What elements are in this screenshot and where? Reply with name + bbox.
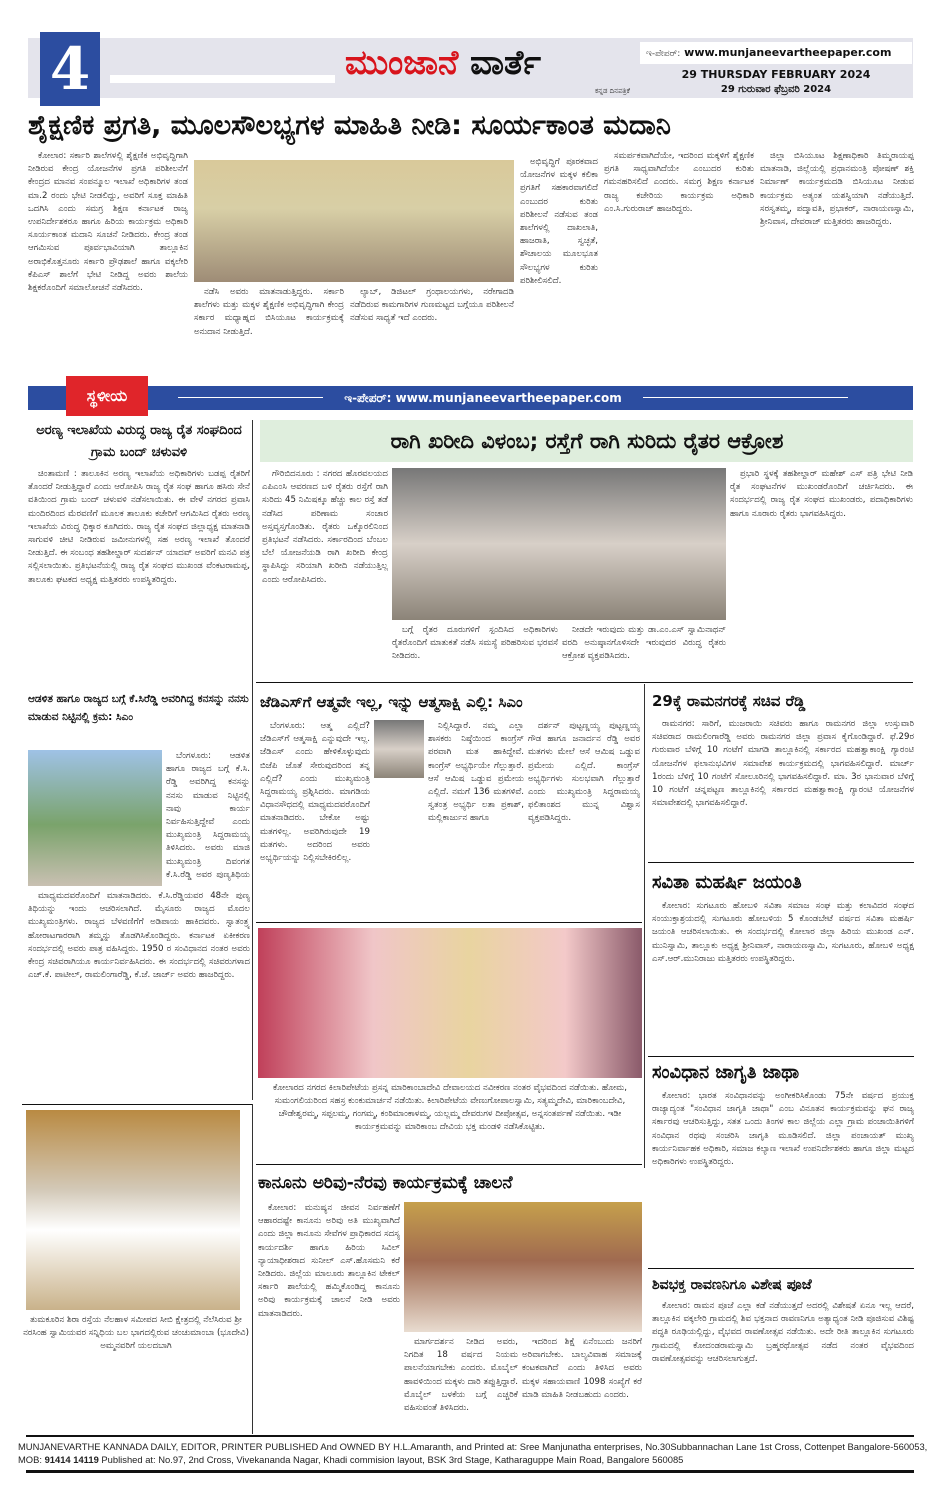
logo-tagline: ಕನ್ನಡ ದಿನಪತ್ರಿಕೆ [594, 87, 630, 95]
column-divider-lower [252, 1104, 253, 1434]
kcreddy-side-text: ಬೆಂಗಳೂರು: ಆಡಳಿತ ಹಾಗೂ ರಾಜ್ಯದ ಬಗ್ಗೆ ಕೆ.ಸಿ. ರೆಡ್ಡಿ ಅವರಿಗಿದ್ದ ಕನಸನ್ನು ನನಸು ಮಾಡುವ ನಿಟ್ಟಿನಲ್ಲಿ ನಾವು ಕಾರ್ಯ ನಿರ್ವಹಿಸುತ್ತಿದ್ದೇವೆ ಎಂದು ಮುಖ್ಯಮಂತ್ರಿ ಸಿದ್ದರಾಮಯ್ಯ ತಿಳಿಸಿದರು. ಅವರು ಮಾಜಿ ಮುಖ್ಯಮಂತ್ರಿ ದಿವಂಗತ ಕೆ.ಸಿ.ರೆಡ್ಡಿ ಅವರ ಪುಣ್ಯತಿಥಿಯ [166, 751, 250, 880]
shrine-caption: ತುಮಕೂರಿನ ಶಿರಾ ರಸ್ತೆಯ ನೆಲಹಾಳ ಸಮೀಪದ ಸೀಬಿ ಕ್ಷೇತ್ರದಲ್ಲಿ ನೆಲೆಸಿರುವ ಶ್ರೀ ನರಸಿಂಹ ಸ್ವಾಮಿಯವರ ಸನ್ನಿಧಿಯ ಬಲ ಭಾಗದಲ್ಲಿರುವ ಚಂಚುಮಾಂಬಾ (ಭೂದೇವಿ) ಅಮ್ಮನವರಿಗೆ ಯಲದಬಾಗಿ [23, 1315, 249, 1351]
shrine-photo [26, 1110, 240, 1310]
forest-body-text: ಚಿಂತಾಮಣಿ : ತಾಲೂಕಿನ ಅರಣ್ಯ ಇಲಾಖೆಯ ಅಧಿಕಾರಿಗಳು ಬಡಪ್ಪ ರೈತರಿಗೆ ತೊಂದರೆ ನೀಡುತ್ತಿದ್ದಾರೆ ಎಂದು ಆರೋಪಿಸಿ ರಾಜ್ಯ ರೈತ ಸಂಘ ಹಾಗೂ ಹಸಿರು ಸೇನೆ ವತಿಯಿಂದ ಗ್ರಾಮ ಬಂದ್ ಚಳುವಳಿ ನಡೆಸಲಾಯಿತು. ಈ ವೇಳೆ ನಗರದ ಪ್ರವಾಸಿ ಮಂದಿರದಿಂದ ಮೆರವಣಿಗೆ ಮೂಲಕ ತಾಲೂಕು ಕಚೇರಿಗೆ ಆಗಮಿಸಿದ ರೈತರು ಅರಣ್ಯ ಇಲಾಖೆಯ ವಿರುದ್ಧ ಧಿಕ್ಕಾರ ಕೂಗಿದರು. ರಾಜ್ಯ ರೈತ ಸಂಘದ ಜಿಲ್ಲಾಧ್ಯಕ್ಷ ಮಾತನಾಡಿ ಸಾಗುವಳಿ ಚೀಟಿ ನೀಡಿರುವ ಜಮೀನುಗಳಲ್ಲಿ ಸಹ ಅರಣ್ಯ ಇಲಾಖೆ ತೊಂದರೆ ನೀಡುತ್ತಿದೆ. ಈ ಸಂಬಂಧ ತಹಶೀಲ್ದಾರ್ ಸುದರ್ಶನ್ ಯಾದವ್ ಅವರಿಗೆ ಮನವಿ ಪತ್ರ ಸಲ್ಲಿಸಲಾಯಿತು. ಪ್ರತಿಭಟನೆಯಲ್ಲಿ ರಾಜ್ಯ ರೈತ ಸಂಘದ ಮುಖಂಡ ವೆಂಕಟರಾಮಪ್ಪ, ತಾಲೂಕು ಘಟಕದ ಅಧ್ಯಕ್ಷ ಮತ್ತಿತರರು ಉಪಸ್ಥಿತರಿದ್ದರು. [28, 469, 250, 585]
epaper-link[interactable] [640, 42, 912, 64]
column-divider-right [644, 684, 645, 1168]
epaper-label: ಇ-ಪೇಪರ್: [646, 49, 681, 59]
samvidhana-body [652, 1090, 914, 1262]
band-line-left [178, 397, 323, 398]
savitha-headline[interactable]: ಸವಿತಾ ಮಹರ್ಷಿ ಜಯಂತಿ [652, 872, 802, 893]
temple-caption: ಕೋಲಾರದ ನಗರದ ಕಿಲಾರಿಪೇಟೆಯ ಪ್ರಸನ್ನ ಮಾರಿಕಾಂಬಾದೇವಿ ದೇವಾಲಯದ ನವೀಕರಣ ನಂತರ ವೈಭವದಿಂದ ನಡೆಯಿತು. ಹೋಮ, ಸುಮಂಗಲಿಯರಿಂದ ಸಹಸ್ರ ಕುಂಕುಮಾರ್ಚನೆ ನಡೆಯಿತು. ಕಿಲಾರಿಪೇಟೆಯ ವೇಣುಗೋಪಾಲಸ್ವಾಮಿ, ಸತ್ಯಮ್ಮದೇವಿ, ಮಾರಿಕಾಂಬದೇವಿ, ಚೌಡೇಶ್ವರಮ್ಮ, ಸಪ್ಪಲಮ್ಮ, ಗಂಗಮ್ಮ, ಕಂಠಿಮಾಂಕಾಳಮ್ಮ, ಯಲ್ಲಮ್ಮ ದೇವರುಗಳ ದೀಪೋತ್ಸವ, ಅನ್ನಸಂತರ್ಪಣೆ ನಡೆಯಿತು. ಇಡೀ ಕಾರ್ಯಕ್ರಮವನ್ನು ಮಾರಿಕಾಂಬ ದೇವಿಯ ಭಕ್ತ ಮಂಡಳಿ ನಡೆಸಿಕೊಟ್ಟಿತು. [272, 1083, 628, 1132]
epaper-url[interactable]: www.munjaneevartheepaper.com [684, 46, 892, 59]
footer-line-1: MUNJANEVARTHE KANNADA DAILY, EDITOR, PRINTER PUBLISHED And OWNED BY H.L.Amaranth, and Printed at: Sree Manjunatha enterprises, No.30Subbannachan Lane 1st Cross, Cottenpet Bangalore-560053, [18, 1441, 928, 1452]
ragi-col-3-text: ನೀಡದೇ ಇರುವುದು ಮತ್ತು ಡಾ.ಎಂ.ಎಸ್ ಸ್ವಾಮಿನಾಥನ್ ವರದಿ ಅನುಷ್ಠಾನಗೊಳಿಸದೇ ಇರುವುದರ ವಿರುದ್ಧ ರೈತರು ಆಕ್ರೋಶ ವ್ಯಕ್ತಪಡಿಸಿದರು. [562, 625, 726, 662]
footer-top-rule [26, 1435, 914, 1437]
law-headline[interactable]: ಕಾನೂನು ಅರಿವು-ನೆರವು ಕಾರ್ಯಕ್ರಮಕ್ಕೆ ಚಾಲನೆ [258, 1173, 513, 1193]
ragi-headline[interactable]: ರಾಗಿ ಖರೀದಿ ವಿಳಂಬ; ರಸ್ತೆಗೆ ರಾಗಿ ಸುರಿದು ರೈತರ ಆಕ್ರೋಶ [390, 429, 784, 453]
minister-headline[interactable]: 29ಕ್ಕೆ ರಾಮನಗರಕ್ಕೆ ಸಚಿವ ರೆಡ್ಡಿ [652, 692, 806, 710]
ragi-col-4-text: ಪ್ರಭಾರಿ ಸ್ಥಳಕ್ಕೆ ತಹಶೀಲ್ದಾರ್ ಮಹೇಶ್ ಎಸ್ ಪತ್ರಿ ಭೇಟಿ ನೀಡಿ ರೈತ ಸಂಘಟನೆಗಳ ಮುಖಂಡರೊಂದಿಗೆ ಚರ್ಚಿಸಿದರು. ಈ ಸಂದರ್ಭದಲ್ಲಿ ರಾಜ್ಯ ರೈತ ಸಂಘದ ಮುಖಂಡರು, ಪದಾಧಿಕಾರಿಗಳು ಹಾಗೂ ನೂರಾರು ರೈತರು ಭಾಗವಹಿಸಿದ್ದರು. [730, 469, 913, 519]
lead-col-2-text: ನಡೆಸಿ ಅವರು ಮಾತನಾಡುತ್ತಿದ್ದರು. ಸರ್ಕಾರಿ ಶಾಲೆಗಳು ಮತ್ತು ಮಕ್ಕಳ ಶೈಕ್ಷಣಿಕ ಅಭಿವೃದ್ಧಿಗಾಗಿ ಕೇಂದ್ರ ಸರ್ಕಾರ ಮಧ್ಯಾಹ್ನದ ಬಿಸಿಯೂಟ ಕಾರ್ಯಕ್ರಮಕ್ಕೆ ಅನುದಾನ ನೀಡುತ್ತಿದೆ. [194, 287, 344, 337]
section-divider [256, 682, 913, 683]
temple-photo [258, 928, 642, 1078]
law-divider [256, 1164, 642, 1165]
kcreddy-side [166, 750, 250, 882]
savitha-divider [648, 1056, 914, 1057]
forest-body [28, 468, 250, 678]
lead-col-5 [604, 150, 754, 378]
lead-col-4 [520, 156, 598, 378]
kcreddy-photo-statue [28, 750, 162, 886]
date-english: 29 THURSDAY FEBRUARY 2024 [681, 68, 871, 81]
date-kannada: 29 ಗುರುವಾರ ಫೆಬ್ರವರಿ 2024 [720, 84, 832, 95]
minister-body-text: ರಾಮನಗರ: ಸಾರಿಗೆ, ಮುಜರಾಯಿ ಸಚಿವರು ಹಾಗೂ ರಾಮನಗರ ಜಿಲ್ಲಾ ಉಸ್ತುವಾರಿ ಸಚಿವರಾದ ರಾಮಲಿಂಗಾರೆಡ್ಡಿ ಅವರು ರಾಮನಗರ ಜಿಲ್ಲಾ ಪ್ರವಾಸ ಕೈಗೊಂಡಿದ್ದಾರೆ. ಫೆ.29ರ ಗುರುವಾರ ಬೆಳಿಗ್ಗೆ 10 ಗಂಟೆಗೆ ಮಾಗಡಿ ತಾಲ್ಲೂಕಿನಲ್ಲಿ ಸರ್ಕಾರದ ಮಹತ್ವಾಕಾಂಕ್ಷಿ ಗ್ಯಾರಂಟಿ ಯೋಜನೆಗಳ ಫಲಾನುಭವಿಗಳ ಸಮಾವೇಶ ಕಾರ್ಯಕ್ರಮದಲ್ಲಿ ಭಾಗವಹಿಸಲಿದ್ದಾರೆ. ಮಾರ್ಚ್ 1ರಂದು ಬೆಳಿಗ್ಗೆ 10 ಗಂಟೆಗೆ ಸೋಲೂರಿನಲ್ಲಿ ಭಾಗವಹಿಸಲಿದ್ದಾರೆ. ಮಾ. 3ರ ಭಾನುವಾರ ಬೆಳಿಗ್ಗೆ 10 ಗಂಟೆಗೆ ಚನ್ನಪಟ್ಟಣ ತಾಲ್ಲೂಕಿನಲ್ಲಿ ಸರ್ಕಾರದ ಮಹತ್ವಾಕಾಂಕ್ಷಿ ಗ್ಯಾರಂಟಿ ಯೋಜನೆಗಳ ಸಮಾವೇಶದಲ್ಲಿ ಭಾಗವಹಿಸಲಿದ್ದಾರೆ. [652, 719, 914, 809]
footer-address: Published at: No.97, 2nd Cross, Vivekananda Nagar, Khadi commision layout, BSK 3rd Stage, Katharaguppe Main Road, Bangalore 560085 [101, 1454, 684, 1465]
law-col-3-text: ಇದರಿಂದ ಶಿಕ್ಷೆ ಏನೆಂಬುದು ಜನರಿಗೆ ಅರಿವಾಗಬೇಕು. ಬಾಲ್ಯವಿವಾಹ ಸಮಾಜಕ್ಕೆ ಕಂಟಕವಾಗಿದೆ ಎಂದು ತಿಳಿಸಿದ ಅವರು ಮಕ್ಕಳ ಸಹಾಯವಾಣಿ 1098 ಸಂಖ್ಯೆಗೆ ಕರೆ ಮಾಡಿ ಮಾಹಿತಿ ನೀಡಬಹುದು ಎಂದರು. [522, 1337, 642, 1400]
lead-col-1-text: ಕೋಲಾರ: ಸರ್ಕಾರಿ ಶಾಲೆಗಳಲ್ಲಿ ಶೈಕ್ಷಣಿಕ ಅಭಿವೃದ್ಧಿಗಾಗಿ ನೀಡಿರುವ ಕೇಂದ್ರ ಯೋಜನೆಗಳ ಪ್ರಗತಿ ಪರಿಶೀಲನೆಗೆ ಕೇಂದ್ರದ ಮಾನವ ಸಂಪನ್ಮೂಲ ಇಲಾಖೆ ಅಧಿಕಾರಿಗಳ ತಂಡ ಮಾ.2 ರಂದು ಭೇಟಿ ನೀಡಲಿದ್ದು, ಅವರಿಗೆ ಸೂಕ್ತ ಮಾಹಿತಿ ಒದಗಿಸಿ ಎಂದು ಸಮಗ್ರ ಶಿಕ್ಷಣ ಕರ್ನಾಟಕ ರಾಜ್ಯ ಉಪನಿರ್ದೇಶಕರೂ ಹಾಗೂ ಹಿರಿಯ ಕಾರ್ಯಕ್ರಮ ಅಧಿಕಾರಿ ಸೂರ್ಯಕಾಂತ ಮದಾನಿ ಸೂಚನೆ ನೀಡಿದರು. ಕೇಂದ್ರ ತಂಡ ಆಗಮಿಸುವ ಪೂರ್ವಭಾವಿಯಾಗಿ ತಾಲ್ಲೂಕಿನ ಅರಾಭಿಕೊತ್ತನೂರು ಸರ್ಕಾರಿ ಪ್ರೌಢಶಾಲೆ ಹಾಗೂ ವಕ್ಕಲೇರಿ ಕೆಪಿಎಸ್ ಶಾಲೆಗೆ ಭೇಟಿ ನೀಡಿದ್ದ ಅವರು ಶಾಲೆಯ ಶಿಕ್ಷಕರೊಂದಿಗೆ ಸಮಾಲೋಚನೆ ನಡೆಸಿದರು. [28, 151, 188, 294]
newspaper-logo[interactable] [345, 40, 630, 86]
law-col-2-text: ಮಾರ್ಗದರ್ಶನ ನೀಡಿದ ಅವರು, ನಿಗದಿತ 18 ವರ್ಷದ ನಿಯಮ ಪಾಲನೆಯಾಗಬೇಕು ಎಂದರು. ಮೊಬೈಲ್ ಹಾವಳಿಯಿಂದ ಮಕ್ಕಳು ದಾರಿ ತಪ್ಪುತ್ತಿದ್ದಾರೆ. ಮೊಬೈಲ್ ಬಳಕೆಯ ಬಗ್ಗೆ ಎಚ್ಚರಿಕೆ ವಹಿಸುವಂತೆ ತಿಳಿಸಿದರು. [404, 1337, 518, 1414]
section-tag-local[interactable]: ಸ್ಥಳೀಯ [66, 376, 148, 416]
lead-col-6-text: ಜಿಲ್ಲಾ ಬಿಸಿಯೂಟ ಶಿಕ್ಷಣಾಧಿಕಾರಿ ತಿಮ್ಮರಾಯಪ್ಪ ಮಾತನಾಡಿ, ಜಿಲ್ಲೆಯಲ್ಲಿ ಪ್ರಧಾನಮಂತ್ರಿ ಪೋಷಣ್ ಶಕ್ತಿ ನಿರ್ಮಾಣ್ ಕಾರ್ಯಕ್ರಮದಡಿ ಬಿಸಿಯೂಟ ನೀಡುವ ಕಾರ್ಯಕ್ರಮ ಅತ್ಯಂತ ಯಶಸ್ವಿಯಾಗಿ ನಡೆಯುತ್ತಿದೆ. ಸರಸ್ವತಮ್ಮ, ಪದ್ಮಾವತಿ, ಪ್ರಭಾಕರ್, ನಾರಾಯಣಸ್ವಾಮಿ, ಶ್ರೀನಿವಾಸ, ದೇವರಾಜ್ ಮತ್ತಿತರರು ಹಾಜರಿದ್ದರು. [760, 151, 914, 228]
band-epaper-link[interactable] [328, 386, 638, 410]
footer-line-2 [18, 1453, 928, 1466]
lead-col-6 [760, 150, 914, 378]
ravana-body-text: ಕೋಲಾರ: ರಾಮನ ಪೂಜೆ ಎಲ್ಲಾ ಕಡೆ ನಡೆಯುತ್ತದೆ ಅದರಲ್ಲಿ ವಿಶೇಷತೆ ಏನೂ ಇಲ್ಲ ಆದರೆ, ತಾಲ್ಲೂಕಿನ ವಕ್ಕಲೇರಿ ಗ್ರಾಮದಲ್ಲಿ ಶಿವ ಭಕ್ತನಾದ ರಾವಣನಿಗೂ ಅತ್ಯಾಧ್ಯಂತ ನೀಡಿ ಪೂಜಿಸುವ ವಿಶಿಷ್ಟ ಪದ್ಧತಿ ರೂಢಿಯಲ್ಲಿದ್ದು, ವೈಭವದ ರಾವಣೋತ್ಸವ ನಡೆಯಿತು. ಅದೇ ರೀತಿ ತಾಲ್ಲೂಕಿನ ಸುಗಟೂರು ಗ್ರಾಮದಲ್ಲಿ ಕೋದಂಡರಾಮಸ್ವಾಮಿ ಬ್ರಹ್ಮರಥೋತ್ಸವ ನಡೆದ ನಂತರ ವೈಭವದಿಂದ ರಾವಣೋತ್ಸವವನ್ನು ಆಚರಿಸಲಾಗುತ್ತದೆ. [652, 1301, 914, 1364]
lead-col-2 [194, 286, 344, 378]
lead-col-1 [28, 150, 188, 378]
band-epaper-url[interactable]: www.munjaneevartheepaper.com [395, 391, 622, 405]
ravana-body [652, 1300, 914, 1432]
law-col-2 [404, 1336, 518, 1432]
lead-photo-officials [194, 160, 514, 282]
savitha-body [652, 900, 914, 1050]
page-number: 4 [40, 32, 100, 106]
law-photo-event [404, 1202, 642, 1332]
kcreddy-body-text: ಮಾಧ್ಯಮದವರೊಂದಿಗೆ ಮಾತನಾಡಿದರು. ಕೆ.ಸಿ.ರೆಡ್ಡಿಯವರ 48ನೇ ಪುಣ್ಯ ತಿಥಿಯನ್ನು ಇಂದು ಆಚರಿಸಲಾಗಿದೆ. ಮೈಸೂರು ರಾಜ್ಯದ ಮೊದಲ ಮುಖ್ಯಮಂತ್ರಿಗಳು. ರಾಜ್ಯದ ಬೆಳವಣಿಗೆಗೆ ಅಡಿಪಾಯ ಹಾಕಿದವರು. ಸ್ವಾತಂತ್ರ್ಯ ಹೋರಾಟಗಾರರಾಗಿ ತಮ್ಮನ್ನು ತೊಡಗಿಸಿಕೊಂಡಿದ್ದರು. ಕರ್ನಾಟಕ ಏಕೀಕರಣ ಸಂದರ್ಭದಲ್ಲಿ ಅವರು ಪಾತ್ರ ವಹಿಸಿದ್ದರು. 1950 ರ ಸಂವಿಧಾನದ ನಂತರ ಅವರು ಕೇಂದ್ರ ಸಚಿವರಾಗಿಯೂ ಕಾರ್ಯನಿರ್ವಹಿಸಿದರು. ಈ ಸಂದರ್ಭದಲ್ಲಿ ಸಚಿವರುಗಳಾದ ಎಚ್.ಕೆ. ಪಾಟೀಲ್, ರಾಮಲಿಂಗಾರೆಡ್ಡಿ, ಕೆ.ಜೆ. ಜಾರ್ಜ್ ಅವರು ಹಾಜರಿದ್ದರು. [28, 891, 250, 981]
footer-mob-number: 91414 14119 [44, 1454, 99, 1465]
shrine-divider [22, 1104, 252, 1105]
minister-divider [648, 862, 914, 863]
lead-col-3-text: ಲ್ಯಾಬ್, ಡಿಜಿಟಲ್ ಗ್ರಂಥಾಲಯಗಳು, ನರೇಗಾದಡಿ ನಡೆದಿರುವ ಕಾಮಗಾರಿಗಳ ಗುಣಮಟ್ಟದ ಬಗ್ಗೆಯೂ ಪರಿಶೀಲನೆ ನಡೆಸುವ ಸಾಧ್ಯತೆ ಇದೆ ಎಂದರು. [350, 287, 514, 324]
logo-part1: ಮುಂಜಾನೆ [345, 43, 459, 83]
jds-divider [256, 922, 642, 923]
footer-bottom-rule [26, 1470, 914, 1473]
savitha-body-text: ಕೋಲಾರ: ಸುಗಟೂರು ಹೋಬಳಿ ಸವಿತಾ ಸಮಾಜ ಸಂಘ ಮತ್ತು ಕಲಾವಿದರ ಸಂಘದ ಸಂಯುಕ್ತಾಶ್ರಯದಲ್ಲಿ ಸುಗಟೂರು ಹೋಬಳಿಯ 5 ಕೊಂಡಬೇಟೆ ವರ್ಷದ ಸವಿತಾ ಮಹರ್ಷಿ ಜಯಂತಿ ಆಚರಿಸಲಾಯಿತು. ಈ ಸಂದರ್ಭದಲ್ಲಿ ಕೋಲಾರ ಜಿಲ್ಲಾ ಹಿರಿಯ ಮುಖಂಡ ಎನ್. ಮುನಿಸ್ವಾಮಿ, ತಾಲ್ಲೂಕು ಅಧ್ಯಕ್ಷ ಶ್ರೀನಿವಾಸ್, ನಾರಾಯಣಸ್ವಾಮಿ, ಸುಗಟೂರು, ಹೋಬಳಿ ಅಧ್ಯಕ್ಷ ಎಸ್.ಆರ್.ಮುನಿರಾಜು ಮತ್ತಿತರರು ಉಪಸ್ಥಿತರಿದ್ದರು. [652, 901, 914, 964]
jds-photo-cm [374, 720, 424, 778]
ragi-col-1 [262, 468, 388, 676]
lead-headline[interactable]: ಶೈಕ್ಷಣಿಕ ಪ್ರಗತಿ, ಮೂಲಸೌಲಭ್ಯಗಳ ಮಾಹಿತಿ ನೀಡಿ: ಸೂರ್ಯಕಾಂತ ಮದಾನಿ [28, 110, 671, 141]
ragi-photo-protest [392, 468, 726, 620]
forest-headline[interactable]: ಅರಣ್ಯ ಇಲಾಖೆಯ ವಿರುದ್ಧ ರಾಜ್ಯ ರೈತ ಸಂಘದಿಂದ ಗ್ರಾಮ ಬಂದ್ ಚಳುವಳಿ [36, 423, 242, 460]
masthead-divider [110, 75, 335, 83]
ragi-col-2 [392, 624, 558, 676]
jds-col-2 [428, 720, 524, 918]
lead-col-3 [350, 286, 514, 378]
law-col-1-text: ಕೋಲಾರ: ಮನುಷ್ಯನ ಜೀವನ ನಿರ್ವಹಣೆಗೆ ಆಹಾರದಷ್ಟೇ ಕಾನೂನು ಅರಿವು ಅತಿ ಮುಖ್ಯವಾಗಿದೆ ಎಂದು ಜಿಲ್ಲಾ ಕಾನೂನು ಸೇವೆಗಳ ಪ್ರಾಧಿಕಾರದ ಸದಸ್ಯ ಕಾರ್ಯದರ್ಶಿ ಹಾಗೂ ಹಿರಿಯ ಸಿವಿಲ್ ನ್ಯಾಯಾಧೀಶರಾದ ಸುನೀಲ್ ಎಸ್.ಹೊಸಮನಿ ಕರೆ ನೀಡಿದರು. ಜಿಲ್ಲೆಯ ಮಾಲೂರು ತಾಲ್ಲೂಕಿನ ಟೇಕಲ್ ಸರ್ಕಾರಿ ಶಾಲೆಯಲ್ಲಿ ಹಮ್ಮಿಕೊಂಡಿದ್ದ ಕಾನೂನು ಅರಿವು ಕಾರ್ಯಕ್ರಮಕ್ಕೆ ಚಾಲನೆ ನೀಡಿ ಅವರು ಮಾತನಾಡಿದರು. [258, 1203, 400, 1319]
samvidhana-body-text: ಕೋಲಾರ: ಭಾರತ ಸಂವಿಧಾನವನ್ನು ಅಂಗೀಕರಿಸಿಕೊಂಡು 75ನೇ ವರ್ಷದ ಪ್ರಯುಕ್ತ ರಾಜ್ಯಾದ್ಯಂತ "ಸಂವಿಧಾನ ಜಾಗೃತಿ ಜಾಥಾ" ಎಂಬ ವಿನೂತನ ಕಾರ್ಯಕ್ರಮವನ್ನು ಘನ ರಾಜ್ಯ ಸರ್ಕಾರವು ಆಚರಿಸುತ್ತಿದ್ದು, ಸತತ ಒಂದು ತಿಂಗಳ ಕಾಲ ಜಿಲ್ಲೆಯ ಎಲ್ಲಾ ಗ್ರಾಮ ಪಂಚಾಯಿತಿಗಳಿಗೆ ಸಂವಿಧಾನ ರಥವು ಸಂಚರಿಸಿ ಜಾಗೃತಿ ಮೂಡಿಸಲಿದೆ. ಜಿಲ್ಲಾ ಪಂಚಾಯತ್ ಮುಖ್ಯ ಕಾರ್ಯನಿರ್ವಾಹಕ ಅಧಿಕಾರಿ, ಸಮಾಜ ಕಲ್ಯಾಣ ಇಲಾಖೆ ಉಪನಿರ್ದೇಶಕರು ಹಾಗೂ ಜಿಲ್ಲಾ ಮಟ್ಟದ ಅಧಿಕಾರಿಗಳು ಉಪಸ್ಥಿತರಿದ್ದರು. [652, 1091, 914, 1168]
footer-imprint [18, 1440, 928, 1466]
logo-part2: ವಾರ್ತೆ [470, 43, 541, 83]
lead-col-4-text: ಅಭಿವೃದ್ಧಿಗೆ ಪೂರಕವಾದ ಯೋಜನೆಗಳ ಮಕ್ಕಳ ಕಲಿಕಾ ಪ್ರಗತಿಗೆ ಸಹಕಾರವಾಗಲಿದೆ ಎಂಬುದರ ಕುರಿತು ಪರಿಶೀಲನೆ ನಡೆಸುವ ತಂಡ ಶಾಲೆಗಳಲ್ಲಿ ದಾಖಲಾತಿ, ಹಾಜರಾತಿ, ಸ್ವಚ್ಛತೆ, ಶೌಚಾಲಯ ಮೂಲಭೂತ ಸೌಲಭ್ಯಗಳ ಕುರಿತು ಪರಿಶೀಲಿಸಲಿದೆ. [520, 157, 598, 286]
ragi-col-3 [562, 624, 726, 676]
law-col-3 [522, 1336, 642, 1432]
column-divider [252, 420, 253, 1100]
jds-col-1 [260, 720, 370, 918]
minister-body [652, 718, 914, 856]
kcreddy-headline[interactable]: ಆಡಳಿತ ಹಾಗೂ ರಾಜ್ಯದ ಬಗ್ಗೆ ಕೆ.ಸಿರೆಡ್ಡಿ ಅವರಿಗಿದ್ದ ಕನಸನ್ನು ನನಸು ಮಾಡುವ ನಿಟ್ಟಿನಲ್ಲಿ ಕ್ರಮ: ಸಿಎಂ [28, 693, 249, 723]
footer-mob-label: MOB: [18, 1454, 42, 1465]
jds-col-1-text: ಬೆಂಗಳೂರು: ಆತ್ಮ ಎಲ್ಲಿದೆ? ಜೆಡಿಎಸ್‌ಗೆ ಆತ್ಮಸಾಕ್ಷಿ ಎನ್ನುವುದೇ ಇಲ್ಲ. ಜೆಡಿಎಸ್ ಎಂದು ಹೇಳಿಕೊಳ್ಳುವುದು ಬಿಜೆಪಿ ಜೊತೆ ಸೇರುವುದರಿಂದ ತನ್ನ ಎಲ್ಲಿದೆ? ಎಂದು ಮುಖ್ಯಮಂತ್ರಿ ಸಿದ್ದರಾಮಯ್ಯ ಪ್ರಶ್ನಿಸಿದರು. ಮಾಗಡಿಯ ವಿಧಾನಸೌಧದಲ್ಲಿ ಮಾಧ್ಯಮದವರೊಂದಿಗೆ ಮಾತನಾಡಿದರು. ಬೇಕೋ ಅಷ್ಟು ಮತಗಳಿಲ್ಲ. ಅವರಿಗಿರುವುದೇ 19 ಮತಗಳು. ಅದರಿಂದ ಅವರು ಅಭ್ಯರ್ಥಿಯನ್ನು ನಿಲ್ಲಿಸಬೇಕಿರಲಿಲ್ಲ. [260, 721, 370, 864]
samvidhana-headline[interactable]: ಸಂವಿಧಾನ ಜಾಗೃತಿ ಜಾಥಾ [652, 1062, 800, 1083]
jds-col-2-text: ನಿಲ್ಲಿಸಿದ್ದಾರೆ. ನಮ್ಮ ಎಲ್ಲಾ ಶಾಸಕರು ನಿಷ್ಠೆಯಿಂದ ಕಾಂಗ್ರೆಸ್ ಪರವಾಗಿ ಮತ ಹಾಕಿದ್ದೇವೆ. ಕಾಂಗ್ರೆಸ್ ಅಭ್ಯರ್ಥಿಯೇ ಗೆಲ್ಲುತ್ತಾರೆ. ಆಸೆ ಆಮಿಷ ಒಡ್ಡುವ ಪ್ರಮೇಯ ಎಲ್ಲಿದೆ. ನಮಗೆ 136 ಮತಗಳಿವೆ. ಸ್ವತಂತ್ರ ಅಭ್ಯರ್ಥಿ ಲತಾ ಪ್ರಕಾಶ್, ಮಲ್ಲಿಕಾರ್ಜುನ ಹಾಗೂ [428, 721, 524, 824]
ravana-headline[interactable]: ಶಿವಭಕ್ತ ರಾವಣನಿಗೂ ವಿಶೇಷ ಪೂಜೆ [652, 1277, 812, 1293]
lead-col-5-text: ಸಮರ್ಪಕವಾಗಿದೆಯೇ, ಇದರಿಂದ ಮಕ್ಕಳಿಗೆ ಶೈಕ್ಷಣಿಕ ಪ್ರಗತಿ ಸಾಧ್ಯವಾಗಿದೆಯೇ ಎಂಬುದರ ಕುರಿತು ಗಮನಹರಿಸಲಿದೆ ಎಂದರು. ಸಮಗ್ರ ಶಿಕ್ಷಣ ಕರ್ನಾಟಕ ರಾಜ್ಯ ಕಚೇರಿಯ ಕಾರ್ಯಕ್ರಮ ಅಧಿಕಾರಿ ಎಂ.ಸಿ.ಗುರುರಾಜ್ ಹಾಜರಿದ್ದರು. [604, 151, 754, 214]
jds-col-3-text: ದರ್ಶನ್ ಪುಟ್ಟಣ್ಣಯ್ಯ ಪುಟ್ಟಣ್ಣಯ್ಯ ಗೌಡ ಹಾಗೂ ಜನಾರ್ದನ ರೆಡ್ಡಿ ಅವರ ಮತಗಳು ಮೇಲೆ ಆಸೆ ಆಮಿಷ ಒಡ್ಡುವ ಪ್ರಮೇಯ ಎಲ್ಲಿದೆ. ಕಾಂಗ್ರೆಸ್ ಅಭ್ಯರ್ಥಿಗಳು ಸುಲಭವಾಗಿ ಗೆಲ್ಲುತ್ತಾರೆ ಎಂದು ಮುಖ್ಯಮಂತ್ರಿ ಸಿದ್ದರಾಮಯ್ಯ ಫಲಿತಾಂಶದ ಮುನ್ನ ವಿಶ್ವಾಸ ವ್ಯಕ್ತಪಡಿಸಿದ್ದರು. [528, 721, 640, 824]
band-epaper-label: ಇ-ಪೇಪರ್: [344, 391, 392, 405]
ragi-col-1-text: ಗೌರಿಬಿದನೂರು : ನಗರದ ಹೊರವಲಯದ ಎಪಿಎಂಸಿ ಆವರಣದ ಬಳಿ ರೈತರು ರಸ್ತೆಗೆ ರಾಗಿ ಸುರಿದು 45 ನಿಮಿಷಕ್ಕೂ ಹೆಚ್ಚು ಕಾಲ ರಸ್ತೆ ತಡೆ ನಡೆಸಿದ ಪರಿಣಾಮ ಸಂಚಾರ ಅಸ್ತವ್ಯಸ್ತಗೊಂಡಿತು. ರೈತರು ಒಕ್ಕೊರಲಿನಿಂದ ಪ್ರತಿಭಟನೆ ನಡೆಸಿದರು. ಸರ್ಕಾರದಿಂದ ಬೆಂಬಲ ಬೆಲೆ ಯೋಜನೆಯಡಿ ರಾಗಿ ಖರೀದಿ ಕೇಂದ್ರ ಸ್ಥಾಪಿಸಿದ್ದು ಸರಿಯಾಗಿ ಖರೀದಿ ನಡೆಯುತ್ತಿಲ್ಲ ಎಂದು ಆರೋಪಿಸಿದರು. [262, 469, 388, 585]
section-band [28, 386, 913, 410]
ragi-col-4 [730, 468, 913, 676]
jds-headline[interactable]: ಜೆಡಿಎಸ್‌ಗೆ ಆತ್ಮವೇ ಇಲ್ಲ, ಇನ್ನು ಆತ್ಮಸಾಕ್ಷಿ ಎಲ್ಲಿ: ಸಿಎಂ [260, 693, 523, 711]
jds-col-3 [528, 720, 640, 918]
kcreddy-body [28, 890, 250, 1100]
ragi-col-2-text: ಬಗ್ಗೆ ರೈತರ ದೂರುಗಳಿಗೆ ಸ್ಪಂದಿಸಿದ ಅಧಿಕಾರಿಗಳು ರೈತರೊಂದಿಗೆ ಮಾತುಕತೆ ನಡೆಸಿ ಸಮಸ್ಯೆ ಪರಿಹರಿಸುವ ಭರವಸೆ ನೀಡಿದರು. [392, 625, 558, 662]
law-col-1 [258, 1202, 400, 1432]
samvidhana-divider [648, 1268, 914, 1269]
band-line-right [643, 397, 848, 398]
